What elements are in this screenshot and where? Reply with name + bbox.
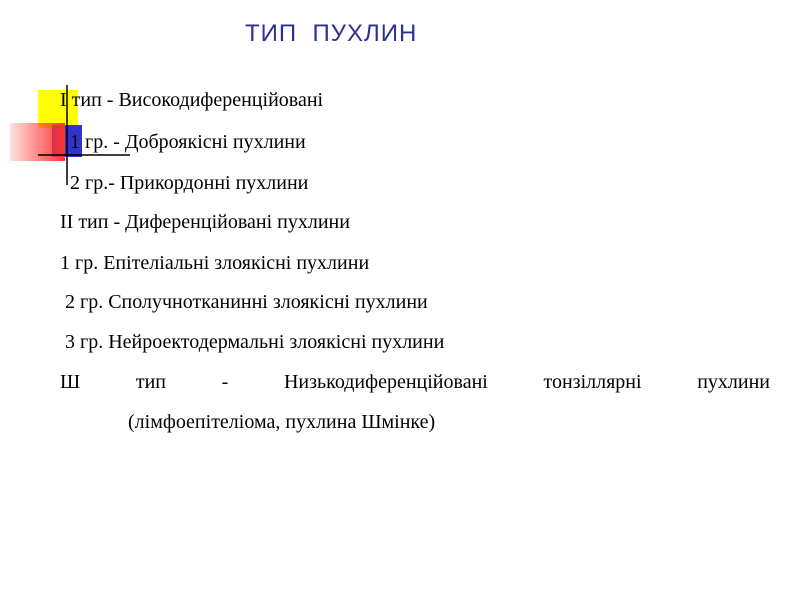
text-line-type-2-group-3: 3 гр. Нейроектодермальні злоякісні пухлини: [60, 331, 445, 353]
text-line-type-1: I тип - Високодиференційовані: [60, 89, 324, 111]
text-line-type-2-group-1: 1 гр. Епітеліальні злоякісні пухлини: [60, 252, 370, 274]
text-line-type-3: Ш тип - Низькодиференційовані тонзіллярні пухлини: [60, 371, 770, 393]
slide-title: ТИП ПУХЛИН: [245, 20, 418, 47]
text-line-type-2: II тип - Диференційовані пухлини: [60, 211, 350, 233]
text-line-type-3-detail: (лімфоепітеліома, пухлина Шмінке): [128, 411, 436, 433]
text-line-type-2-group-2: 2 гр. Сполучнотканинні злоякісні пухлини: [60, 291, 428, 313]
text-line-type-1-group-2: 2 гр.- Прикордонні пухлини: [60, 172, 309, 194]
text-line-type-1-group-1: 1 гр. - Доброякісні пухлини: [60, 131, 306, 153]
